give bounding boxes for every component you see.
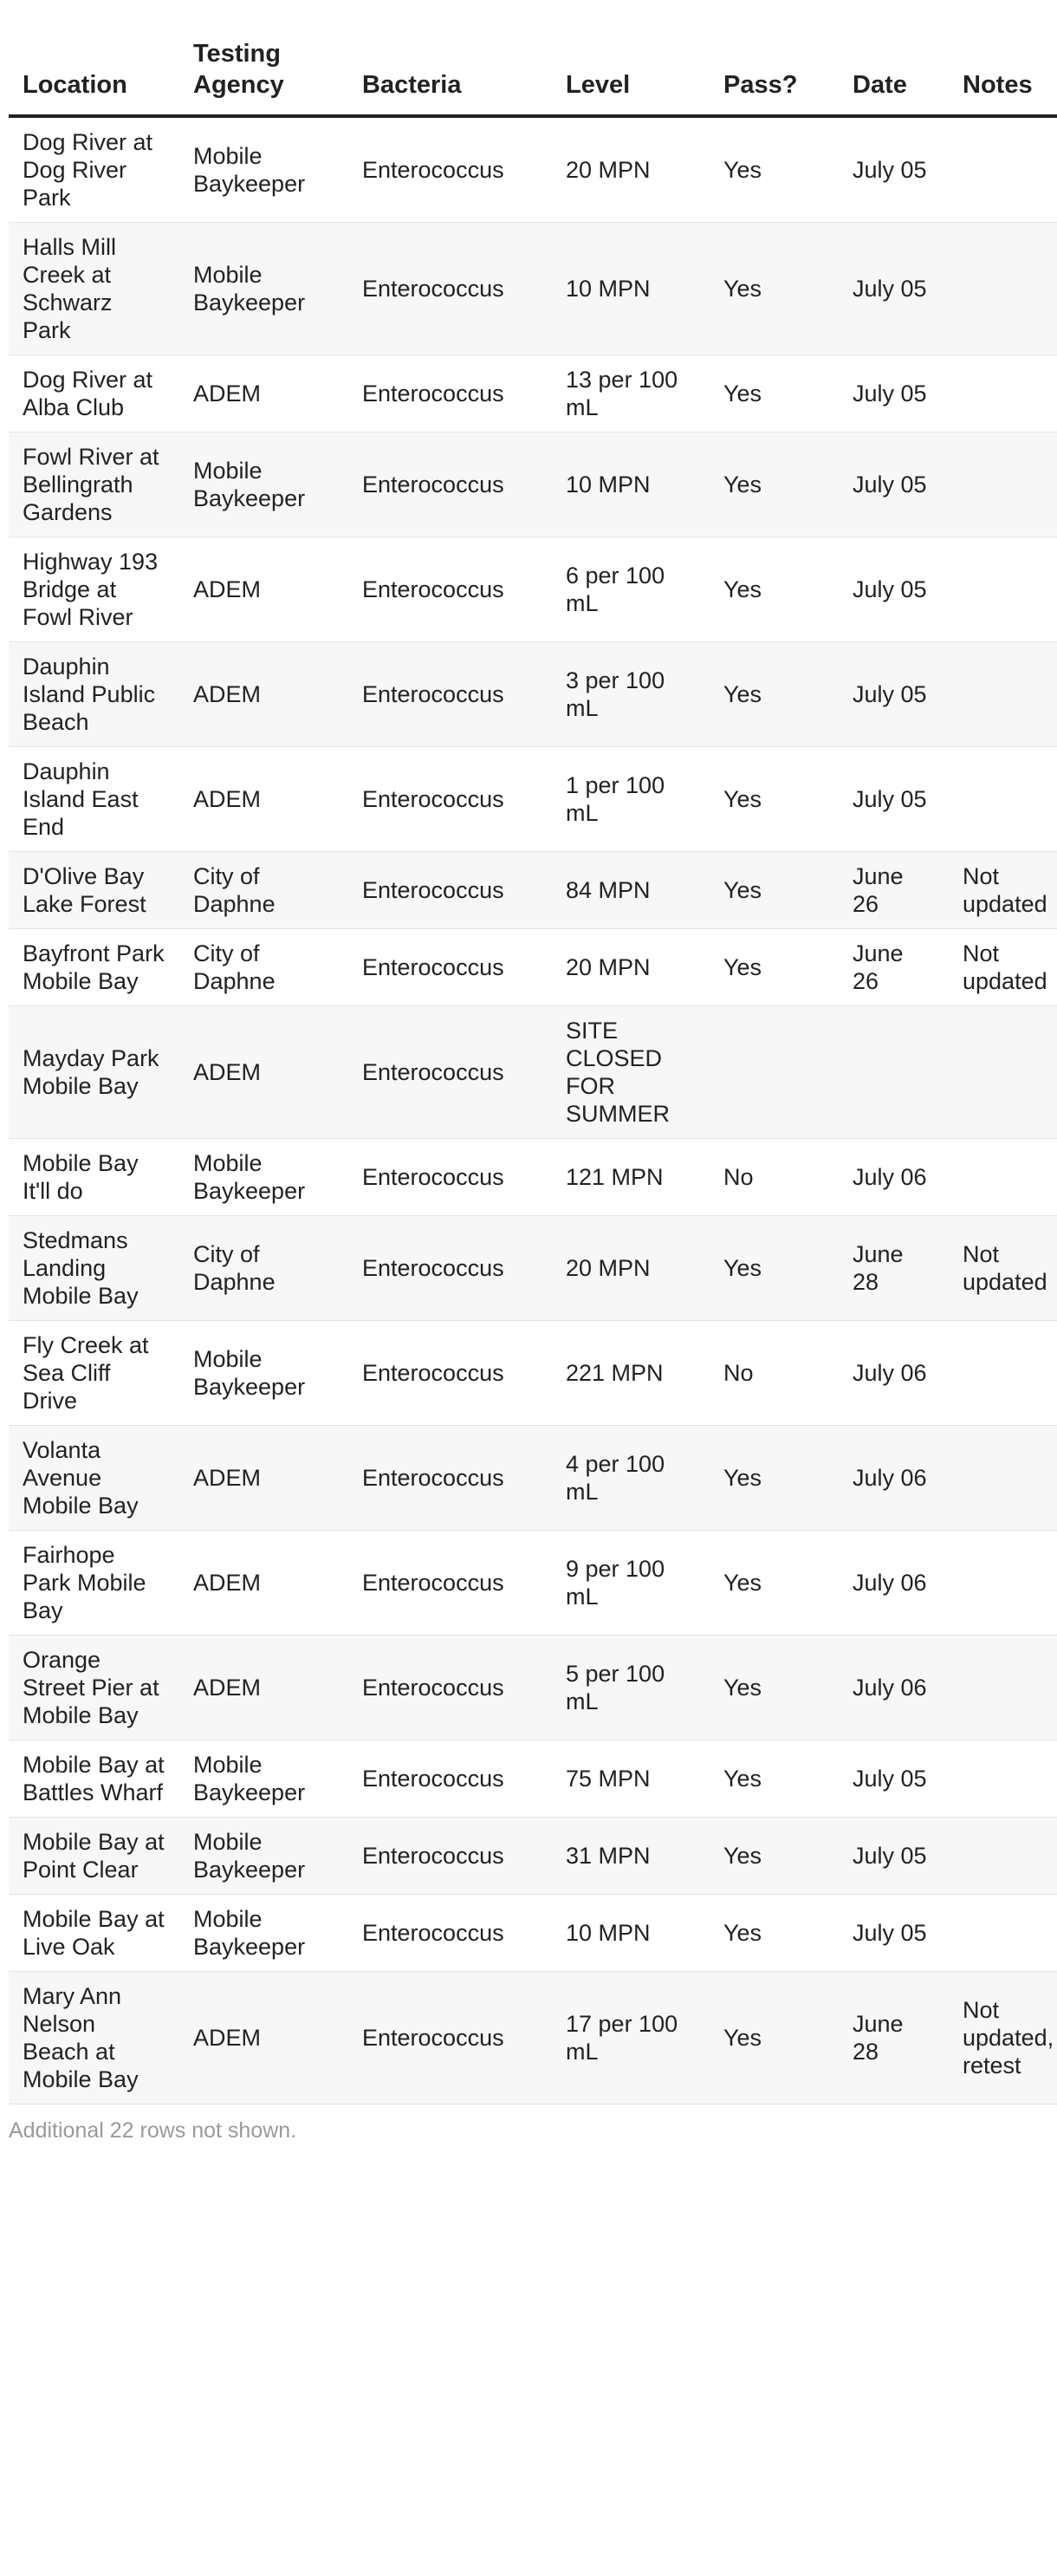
table-row	[9, 1895, 1057, 1972]
cell-pass: No	[723, 1164, 754, 1190]
cell-date: July 06	[853, 1675, 927, 1701]
table-row	[9, 642, 1057, 747]
rows-not-shown-note: Additional 22 rows not shown.	[9, 2118, 297, 2143]
cell-notes: Not updated, retest	[963, 1997, 1054, 2078]
column-header-notes: Notes	[949, 0, 1057, 116]
cell-level: 4 per 100 mL	[566, 1451, 665, 1505]
cell-level: SITE CLOSED FOR SUMMER	[566, 1018, 670, 1127]
table-row	[9, 1139, 1057, 1216]
cell-notes	[949, 223, 1057, 355]
cell-testing-agency: ADEM	[193, 1570, 262, 1596]
table-row	[9, 1636, 1057, 1740]
cell-notes	[949, 537, 1057, 642]
cell-notes	[949, 1818, 1057, 1895]
cell-notes	[949, 1636, 1057, 1740]
table-body	[9, 116, 1057, 2104]
cell-location: Halls Mill Creek at Schwarz Park	[23, 234, 116, 343]
cell-date: July 05	[853, 1920, 927, 1946]
cell-pass: Yes	[723, 157, 762, 183]
cell-level: 1 per 100 mL	[566, 772, 665, 826]
cell-testing-agency: ADEM	[193, 786, 262, 812]
cell-date: June 28	[853, 1241, 904, 1295]
cell-location: Stedmans Landing Mobile Bay	[23, 1227, 139, 1309]
cell-testing-agency: City of Daphne	[193, 1241, 276, 1295]
cell-notes: Not updated	[963, 863, 1047, 917]
cell-date: June 26	[853, 863, 904, 917]
cell-bacteria: Enterococcus	[362, 1570, 504, 1596]
cell-location: Mobile Bay at Live Oak	[23, 1906, 165, 1960]
cell-bacteria: Enterococcus	[362, 1465, 504, 1491]
cell-location: Dauphin Island Public Beach	[23, 654, 156, 735]
table-row	[9, 852, 1057, 929]
cell-pass: Yes	[723, 1766, 762, 1792]
cell-bacteria: Enterococcus	[362, 472, 504, 498]
cell-pass	[710, 1006, 839, 1139]
cell-pass: Yes	[723, 2025, 762, 2051]
cell-pass: Yes	[723, 786, 762, 812]
cell-notes: Not updated	[963, 1241, 1047, 1295]
cell-bacteria: Enterococcus	[362, 877, 504, 903]
table-row	[9, 223, 1057, 355]
cell-location: Volanta Avenue Mobile Bay	[23, 1437, 139, 1519]
cell-pass: Yes	[723, 1570, 762, 1596]
cell-level: 9 per 100 mL	[566, 1556, 665, 1610]
table-row	[9, 355, 1057, 433]
column-header-testing-agency: Testing Agency	[179, 0, 348, 116]
cell-pass: Yes	[723, 276, 762, 302]
cell-location: Fowl River at Bellingrath Gardens	[23, 444, 159, 525]
cell-date: June 28	[853, 2011, 904, 2065]
cell-date: July 06	[853, 1465, 927, 1491]
cell-date: July 05	[853, 157, 927, 183]
cell-date: July 05	[853, 1766, 927, 1792]
cell-bacteria: Enterococcus	[362, 1255, 504, 1281]
cell-location: Mobile Bay at Battles Wharf	[23, 1752, 165, 1805]
cell-level: 10 MPN	[566, 472, 651, 498]
cell-bacteria: Enterococcus	[362, 954, 504, 980]
cell-level: 31 MPN	[566, 1843, 651, 1869]
column-header-bacteria: Bacteria	[348, 0, 552, 116]
cell-bacteria: Enterococcus	[362, 681, 504, 707]
cell-level: 5 per 100 mL	[566, 1661, 665, 1714]
cell-level: 75 MPN	[566, 1766, 651, 1792]
cell-notes	[949, 433, 1057, 537]
cell-bacteria: Enterococcus	[362, 786, 504, 812]
cell-bacteria: Enterococcus	[362, 2025, 504, 2051]
table-header	[9, 0, 1057, 116]
cell-location: D'Olive Bay Lake Forest	[23, 863, 146, 917]
cell-date: July 06	[853, 1570, 927, 1596]
cell-date: July 05	[853, 472, 927, 498]
cell-notes	[949, 1426, 1057, 1531]
column-header-location: Location	[9, 0, 179, 116]
cell-notes	[949, 355, 1057, 433]
cell-bacteria: Enterococcus	[362, 381, 504, 407]
cell-notes	[949, 1321, 1057, 1426]
cell-level: 10 MPN	[566, 276, 651, 302]
cell-location: Dog River at Alba Club	[23, 367, 153, 420]
cell-notes	[949, 642, 1057, 747]
cell-level: 84 MPN	[566, 877, 651, 903]
table-row	[9, 1740, 1057, 1818]
cell-testing-agency: ADEM	[193, 2025, 262, 2051]
table-row	[9, 1216, 1057, 1321]
table-row	[9, 1531, 1057, 1636]
cell-testing-agency: Mobile Baykeeper	[193, 143, 306, 197]
table-row	[9, 1006, 1057, 1139]
cell-testing-agency: Mobile Baykeeper	[193, 1906, 306, 1960]
cell-testing-agency: ADEM	[193, 576, 262, 602]
cell-location: Mobile Bay at Point Clear	[23, 1829, 165, 1883]
table-row	[9, 1818, 1057, 1895]
cell-notes	[949, 116, 1057, 223]
cell-testing-agency: ADEM	[193, 681, 262, 707]
cell-date: July 05	[853, 276, 927, 302]
cell-level: 6 per 100 mL	[566, 563, 665, 616]
cell-date: July 05	[853, 786, 927, 812]
cell-bacteria: Enterococcus	[362, 1164, 504, 1190]
cell-notes: Not updated	[963, 940, 1047, 994]
table-row	[9, 1426, 1057, 1531]
cell-level: 20 MPN	[566, 1255, 651, 1281]
cell-bacteria: Enterococcus	[362, 1675, 504, 1701]
cell-pass: Yes	[723, 1675, 762, 1701]
cell-notes	[949, 1006, 1057, 1139]
cell-bacteria: Enterococcus	[362, 1059, 504, 1085]
cell-location: Mary Ann Nelson Beach at Mobile Bay	[23, 1983, 139, 2092]
cell-location: Highway 193 Bridge at Fowl River	[23, 549, 159, 630]
cell-pass: Yes	[723, 1920, 762, 1946]
table-row	[9, 1321, 1057, 1426]
cell-date: July 05	[853, 576, 927, 602]
cell-notes	[949, 1531, 1057, 1636]
cell-date: July 05	[853, 1843, 927, 1869]
cell-testing-agency: Mobile Baykeeper	[193, 262, 306, 315]
cell-notes	[949, 1740, 1057, 1818]
cell-testing-agency: Mobile Baykeeper	[193, 458, 306, 511]
cell-testing-agency: ADEM	[193, 1059, 262, 1085]
cell-bacteria: Enterococcus	[362, 1360, 504, 1386]
cell-location: Dog River at Dog River Park	[23, 129, 153, 211]
cell-location: Bayfront Park Mobile Bay	[23, 940, 165, 994]
cell-location: Mobile Bay It'll do	[23, 1150, 139, 1204]
cell-location: Mayday Park Mobile Bay	[23, 1045, 159, 1099]
cell-testing-agency: ADEM	[193, 1675, 262, 1701]
cell-date: July 06	[853, 1164, 927, 1190]
cell-testing-agency: ADEM	[193, 1465, 262, 1491]
cell-level: 20 MPN	[566, 954, 651, 980]
cell-pass: Yes	[723, 1465, 762, 1491]
cell-pass: Yes	[723, 1843, 762, 1869]
cell-testing-agency: Mobile Baykeeper	[193, 1150, 306, 1204]
cell-pass: Yes	[723, 1255, 762, 1281]
cell-testing-agency: ADEM	[193, 381, 262, 407]
cell-pass: Yes	[723, 576, 762, 602]
cell-location: Fly Creek at Sea Cliff Drive	[23, 1332, 149, 1414]
cell-date: July 05	[853, 381, 927, 407]
cell-level: 20 MPN	[566, 157, 651, 183]
cell-notes	[949, 1895, 1057, 1972]
column-header-level: Level	[552, 0, 710, 116]
cell-bacteria: Enterococcus	[362, 1843, 504, 1869]
cell-pass: Yes	[723, 381, 762, 407]
cell-bacteria: Enterococcus	[362, 1766, 504, 1792]
cell-bacteria: Enterococcus	[362, 276, 504, 302]
cell-bacteria: Enterococcus	[362, 576, 504, 602]
cell-date: July 05	[853, 681, 927, 707]
table-row	[9, 747, 1057, 852]
cell-pass: Yes	[723, 954, 762, 980]
cell-level: 17 per 100 mL	[566, 2011, 678, 2065]
table-row	[9, 929, 1057, 1006]
cell-notes	[949, 1139, 1057, 1216]
cell-location: Fairhope Park Mobile Bay	[23, 1542, 146, 1623]
cell-date	[839, 1006, 949, 1139]
column-header-pass: Pass?	[710, 0, 839, 116]
cell-location: Dauphin Island East End	[23, 758, 139, 840]
cell-level: 13 per 100 mL	[566, 367, 678, 420]
cell-testing-agency: Mobile Baykeeper	[193, 1346, 306, 1400]
column-header-date: Date	[839, 0, 949, 116]
header-row	[9, 0, 1057, 116]
cell-testing-agency: Mobile Baykeeper	[193, 1752, 306, 1805]
cell-pass: Yes	[723, 681, 762, 707]
cell-pass: Yes	[723, 877, 762, 903]
cell-bacteria: Enterococcus	[362, 157, 504, 183]
cell-pass: No	[723, 1360, 754, 1386]
cell-date: July 06	[853, 1360, 927, 1386]
cell-bacteria: Enterococcus	[362, 1920, 504, 1946]
table-row	[9, 1972, 1057, 2104]
cell-level: 121 MPN	[566, 1164, 664, 1190]
cell-location: Orange Street Pier at Mobile Bay	[23, 1647, 159, 1728]
water-quality-table	[9, 0, 1057, 2104]
table-row	[9, 433, 1057, 537]
cell-level: 3 per 100 mL	[566, 667, 665, 721]
table-row	[9, 116, 1057, 223]
table-row	[9, 537, 1057, 642]
cell-level: 10 MPN	[566, 1920, 651, 1946]
cell-testing-agency: City of Daphne	[193, 940, 276, 994]
cell-notes	[949, 747, 1057, 852]
cell-testing-agency: City of Daphne	[193, 863, 276, 917]
cell-pass: Yes	[723, 472, 762, 498]
cell-testing-agency: Mobile Baykeeper	[193, 1829, 306, 1883]
cell-date: June 26	[853, 940, 904, 994]
cell-level: 221 MPN	[566, 1360, 664, 1386]
